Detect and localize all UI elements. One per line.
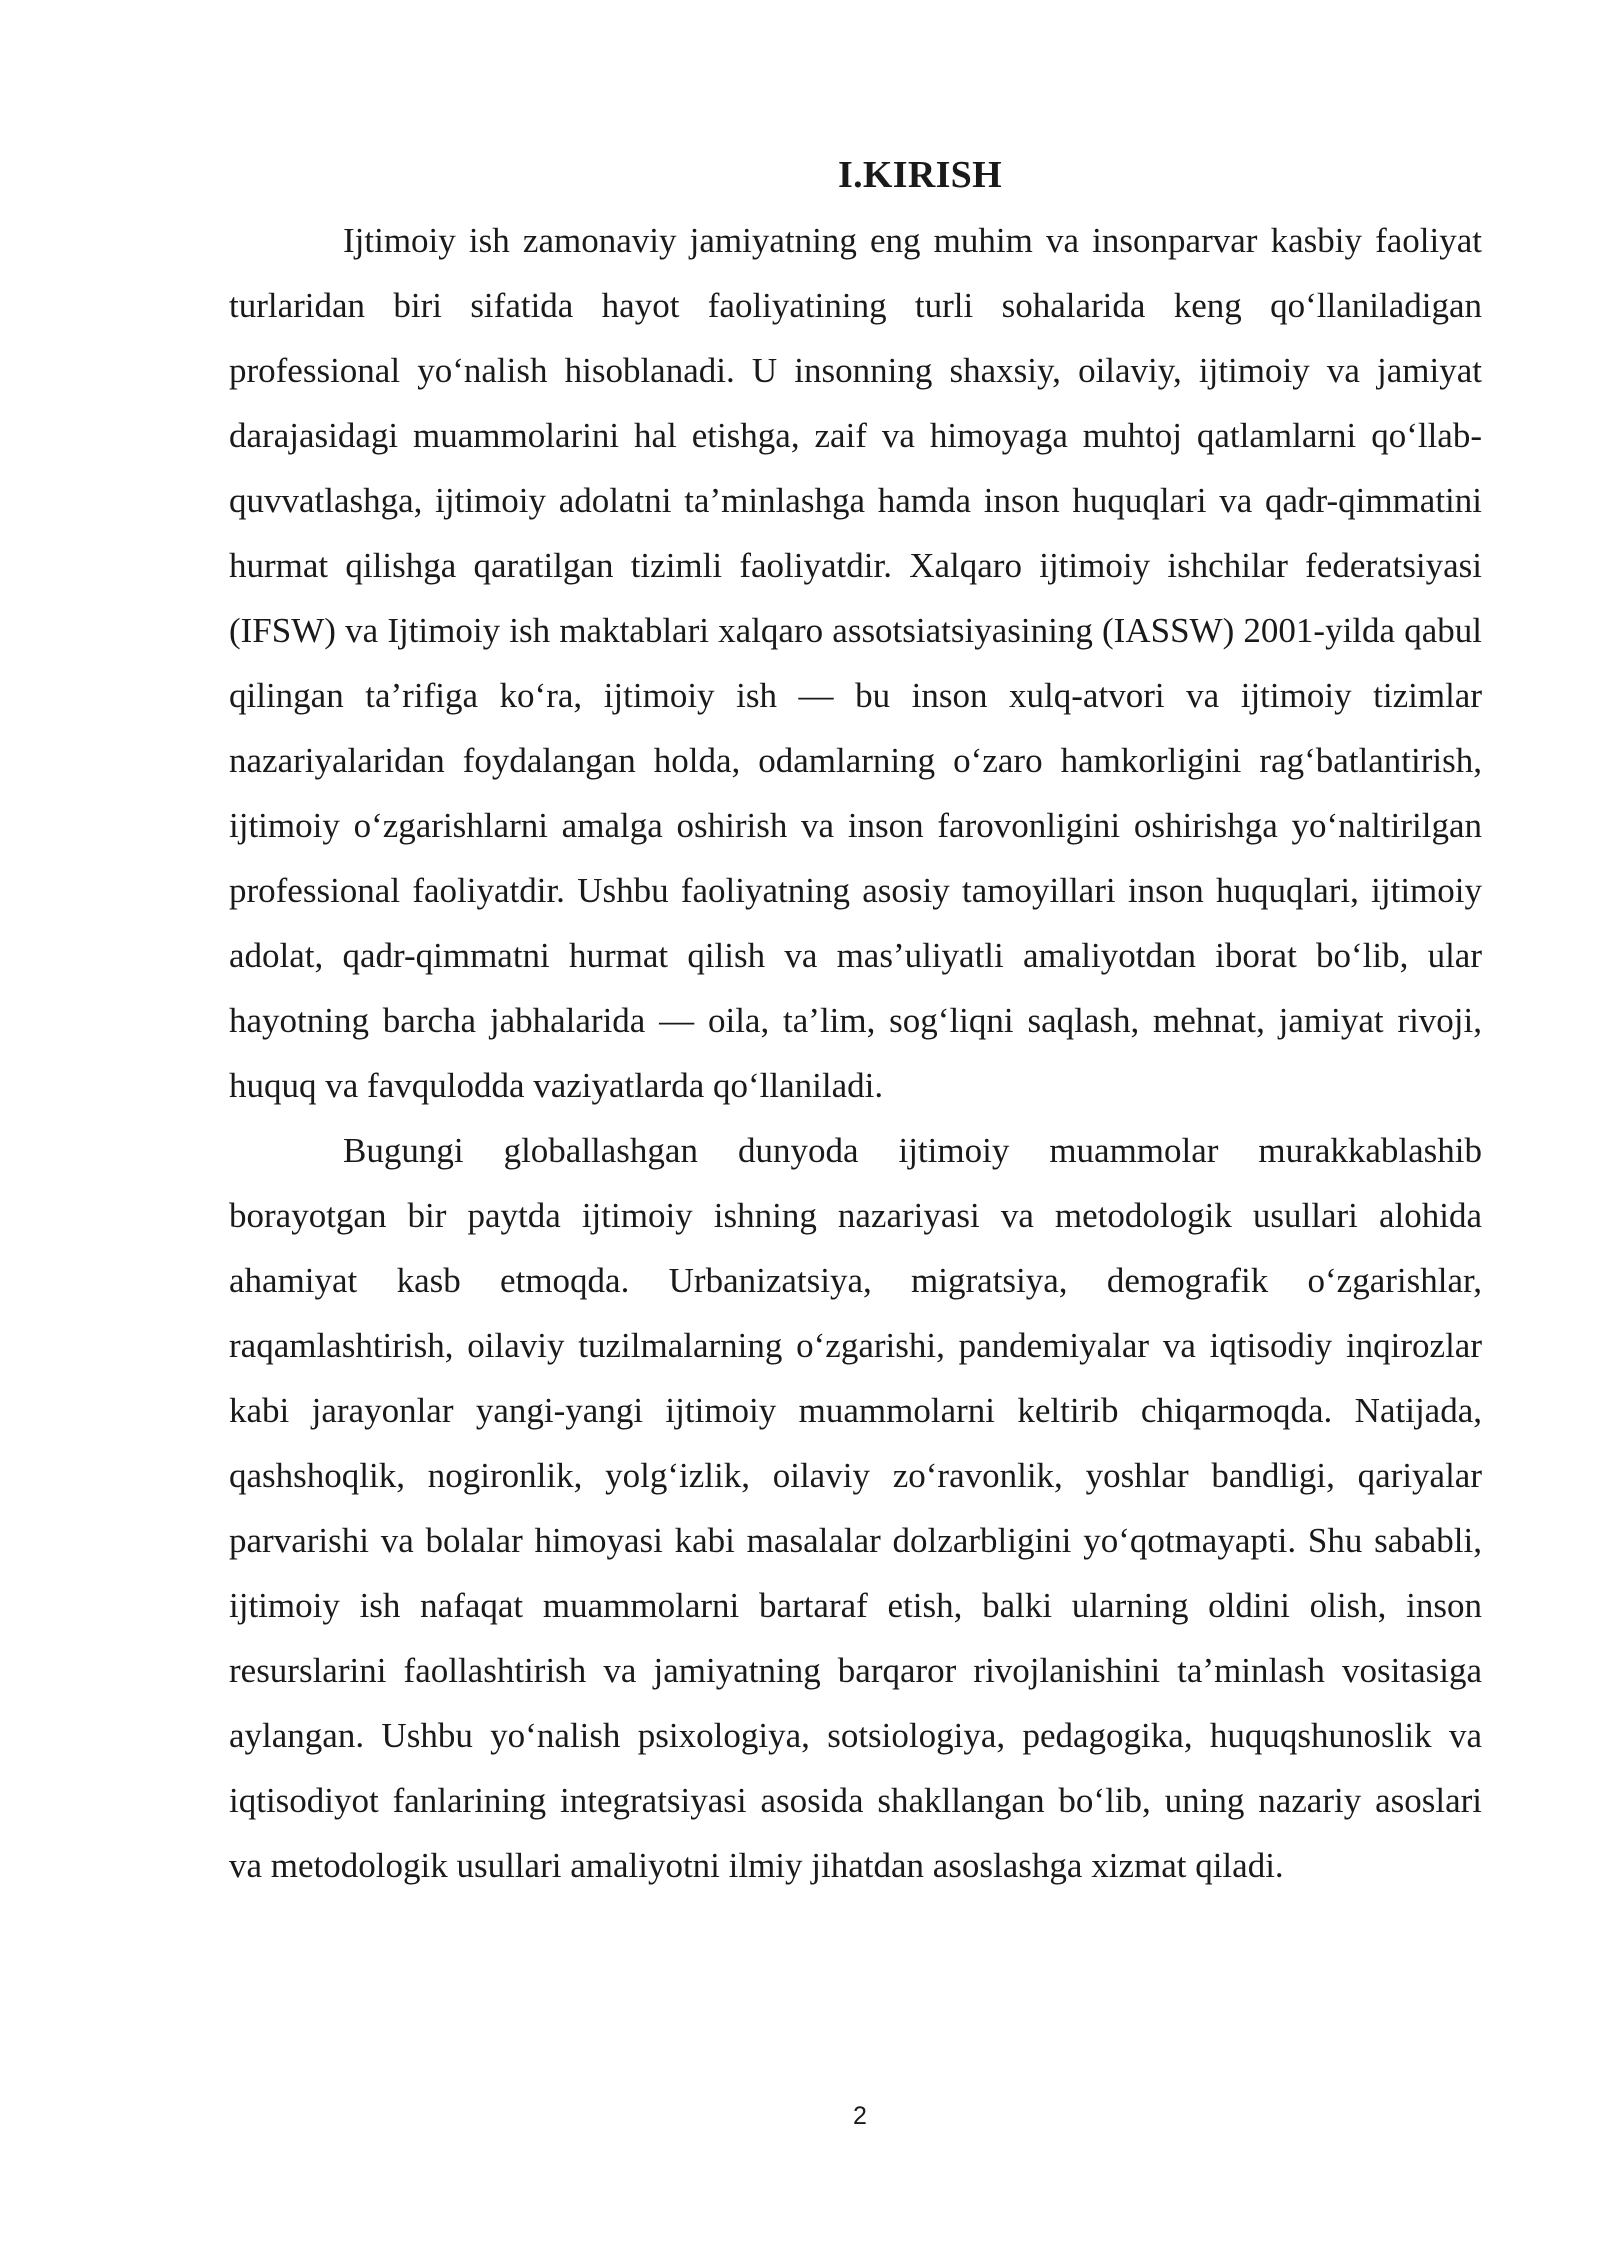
page-number: 2	[853, 2102, 867, 2130]
body-text	[229, 208, 1482, 1898]
paragraph-globalization: Bugungi globallashgan dunyoda ijtimoiy muammolar murakkablashib borayotgan bir paytda ijtimoiy ishning nazariyasi va metodologik usullari alohida ahamiyat kasb etmoqda. Urbanizatsiya, migratsiya, demografik o‘zgarishlar, raqamlashtirish, oilaviy tuzilmalarning o‘zgarishi, pandemiyalar va iqtisodiy inqirozlar kabi jarayonlar yangi-yangi ijtimoiy muammolarni keltirib chiqarmoqda. Natijada, qashshoqlik, nogironlik, yolg‘izlik, oilaviy zo‘ravonlik, yoshlar bandligi, qariyalar parvarishi va bolalar himoyasi kabi masalalar dolzarbligini yo‘qotmayapti. Shu sababli, ijtimoiy ish nafaqat muammolarni bartaraf etish, balki ularning oldini olish, inson resurslarini faollashtirish va jamiyatning barqaror rivojlanishini ta’minlash vositasiga aylangan. Ushbu yo‘nalish psixologiya, sotsiologiya, pedagogika, huquqshunoslik va iqtisodiyot fanlarining integratsiyasi asosida shakllangan bo‘lib, uning nazariy asoslari va metodologik usullari amaliyotni ilmiy jihatdan asoslashga xizmat qiladi.	[229, 1131, 1482, 1885]
section-heading: I.KIRISH	[838, 154, 1002, 196]
paragraph-introduction: Ijtimoiy ish zamonaviy jamiyatning eng muhim va insonparvar kasbiy faoliyat turlaridan biri sifatida hayot faoliyatining turli sohalarida keng qo‘llaniladigan professional yo‘nalish hisoblanadi. U insonning shaxsiy, oilaviy, ijtimoiy va jamiyat darajasidagi muammolarini hal etishga, zaif va himoyaga muhtoj qatlamlarni qo‘llab-quvvatlashga, ijtimoiy adolatni ta’minlashga hamda inson huquqlari va qadr-qimmatini hurmat qilishga qaratilgan tizimli faoliyatdir. Xalqaro ijtimoiy ishchilar federatsiyasi (IFSW) va Ijtimoiy ish maktablari xalqaro assotsiatsiyasining (IASSW) 2001-yilda qabul qilingan ta’rifiga ko‘ra, ijtimoiy ish — bu inson xulq-atvori va ijtimoiy tizimlar nazariyalaridan foydalangan holda, odamlarning o‘zaro hamkorligini rag‘batlantirish, ijtimoiy o‘zgarishlarni amalga oshirish va inson farovonligini oshirishga yo‘naltirilgan professional faoliyatdir. Ushbu faoliyatning asosiy tamoyillari inson huquqlari, ijtimoiy adolat, qadr-qimmatni hurmat qilish va mas’uliyatli amaliyotdan iborat bo‘lib, ular hayotning barcha jabhalarida — oila, ta’lim, sog‘liqni saqlash, mehnat, jamiyat rivoji, huquq va favqulodda vaziyatlarda qo‘llaniladi.	[229, 221, 1482, 1105]
